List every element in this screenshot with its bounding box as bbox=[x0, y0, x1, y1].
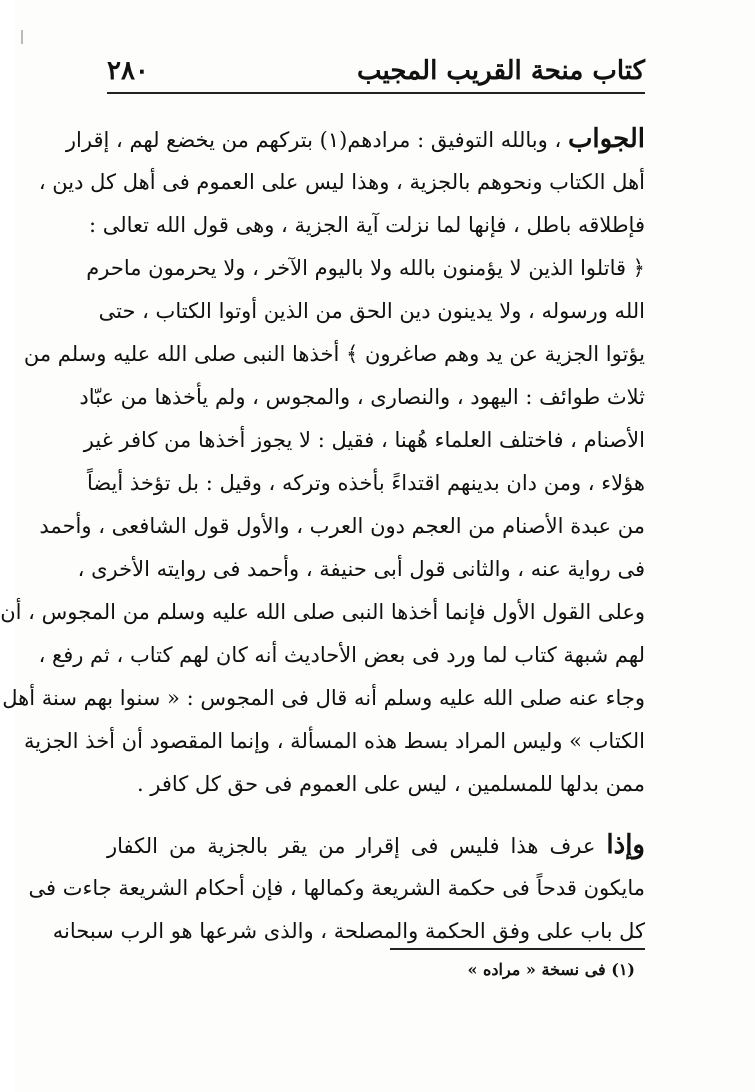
text-line: الكتاب » وليس المراد بسط هذه المسألة ، وإنما المقصود أن أخذ الجزية bbox=[24, 729, 645, 753]
paragraph-lead-word: الجواب bbox=[567, 124, 645, 154]
text-line: مايكون قدحاً فى حكمة الشريعة وكمالها ، فإن أحكام الشريعة جاءت فى bbox=[28, 876, 645, 900]
text-line: يؤتوا الجزية عن يد وهم صاغرون ﴾ أخذها النبى صلى الله عليه وسلم من bbox=[23, 342, 645, 366]
running-header bbox=[107, 40, 645, 94]
text-line: الأصنام ، فاختلف العلماء هُهنا ، فقيل : لا يجوز أخذها من كافر غير bbox=[83, 428, 645, 452]
text-line: أهل الكتاب ونحوهم بالجزية ، وهذا ليس على العموم فى أهل كل دين ، bbox=[38, 170, 645, 194]
margin-mark bbox=[21, 30, 23, 44]
text-line: وعلى القول الأول فإنما أخذها النبى صلى الله عليه وسلم من المجوس ، أن bbox=[0, 600, 645, 624]
text-line: وإذا عرف هذا فليس فى إقرار من يقر بالجزية من الكفار bbox=[107, 830, 645, 860]
text-line: هؤلاء ، ومن دان بدينهم اقتداءً بأخذه وتركه ، وقيل : بل تؤخذ أيضاً bbox=[86, 471, 645, 495]
text-line: وجاء عنه صلى الله عليه وسلم أنه قال فى المجوس : « سنوا بهم سنة أهل bbox=[2, 686, 645, 710]
page-number: ٢٨٠ bbox=[107, 56, 149, 86]
text-line: الجواب ، وبالله التوفيق : مرادهم(١) بتركهم من يخضع لهم ، إقرار bbox=[65, 124, 645, 154]
text-line: كل باب على وفق الحكمة والمصلحة ، والذى شرعها هو الرب سبحانه bbox=[52, 919, 645, 943]
text-line: ﴿ قاتلوا الذين لا يؤمنون بالله ولا باليوم الآخر ، ولا يحرمون ماحرم bbox=[86, 256, 645, 280]
text-line: من عبدة الأصنام من العجم دون العرب ، والأول قول الشافعى ، وأحمد bbox=[39, 514, 645, 538]
footnote: (١) فى نسخة « مراده » bbox=[467, 960, 635, 979]
paragraph-gap bbox=[107, 806, 645, 824]
text-line: فإطلاقه باطل ، فإنها لما نزلت آية الجزية ، وهى قول الله تعالى : bbox=[89, 213, 645, 237]
book-title: كتاب منحة القريب المجيب bbox=[356, 56, 645, 86]
paragraph-lead-word: وإذا bbox=[606, 830, 645, 860]
footnote-rule bbox=[390, 948, 645, 950]
text-line: ثلاث طوائف : اليهود ، والنصارى ، والمجوس ، ولم يأخذها من عبّاد bbox=[79, 385, 645, 409]
text-line: لهم شبهة كتاب لما ورد فى بعض الأحاديث أنه كان لهم كتاب ، ثم رفع ، bbox=[38, 643, 645, 667]
text-line: الله ورسوله ، ولا يدينون دين الحق من الذين أوتوا الكتاب ، حتى bbox=[98, 299, 645, 323]
text-line: ممن بدلها للمسلمين ، ليس على العموم فى حق كل كافر . bbox=[136, 772, 645, 796]
body-text bbox=[0, 118, 645, 953]
text-line: فى رواية عنه ، والثانى قول أبى حنيفة ، وأحمد فى روايته الأخرى ، bbox=[77, 557, 645, 581]
